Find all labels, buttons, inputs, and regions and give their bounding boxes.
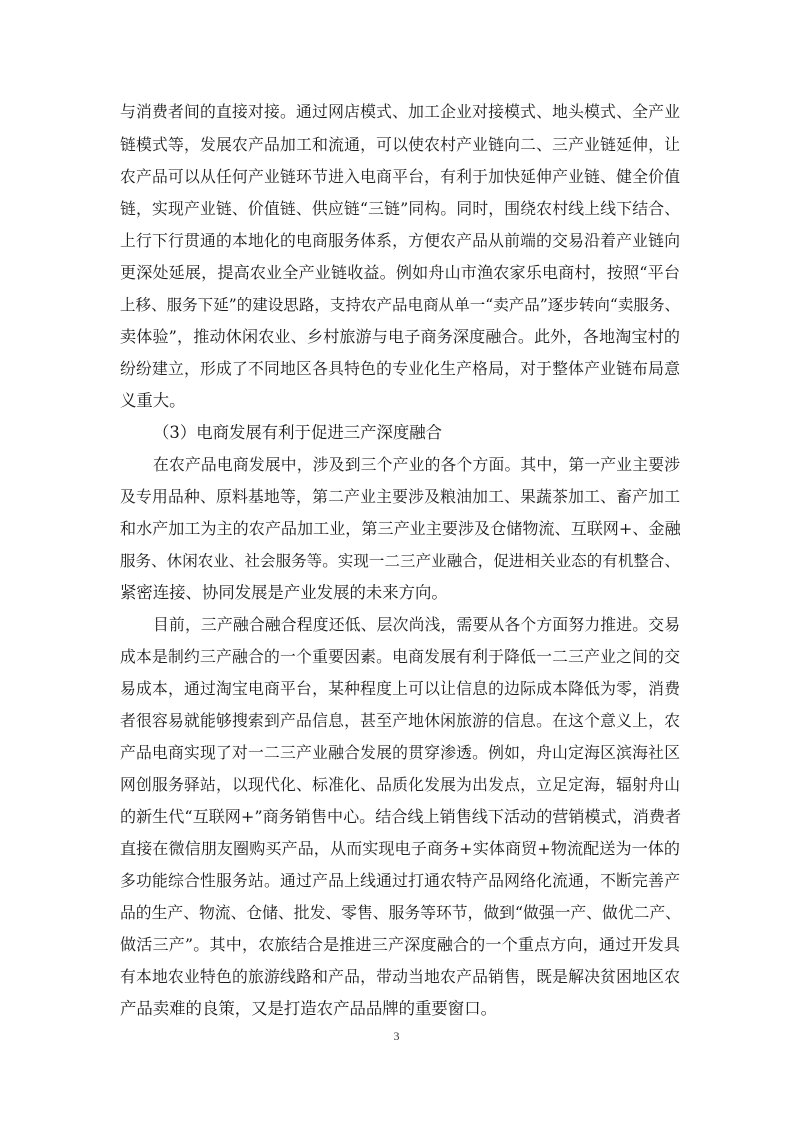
text-line: 易成本，通过淘宝电商平台，某种程度上可以让信息的边际成本降低为零，消费 bbox=[120, 679, 680, 698]
text-line: 有本地农业特色的旅游线路和产品，带动当地农产品销售，既是解决贫困地区农 bbox=[120, 967, 680, 986]
text-line: 上行下行贯通的本地化的电商服务体系，方便农产品从前端的交易沿着产业链向 bbox=[120, 231, 680, 250]
text-line: 与消费者间的直接对接。通过网店模式、加工企业对接模式、地头模式、全产业 bbox=[120, 102, 680, 121]
text-line: 服务、休闲农业、社会服务等。实现一二三产业融合，促进相关业态的有机整合、 bbox=[120, 552, 680, 570]
text-line: 直接在微信朋友圈购买产品，从而实现电子商务+实体商贸+物流配送为一体的 bbox=[120, 839, 680, 858]
text-line: 链模式等，发展农产品加工和流通，可以使农村产业链向二、三产业链延伸，让 bbox=[120, 135, 680, 154]
text-line: 目前，三产融合融合程度还低、层次尚浅，需要从各个方面努力推进。交易 bbox=[153, 615, 680, 634]
text-line: 及专用品种、原料基地等，第二产业主要涉及粮油加工、果蔬茶加工、畜产加工 bbox=[120, 487, 680, 506]
text-line: 上移、服务下延”的建设思路，支持农产品电商从单一“卖产品”逐步转向“卖服务、 bbox=[120, 296, 680, 314]
text-line: 农产品可以从任何产业链环节进入电商平台，有利于加快延伸产业链、健全价值 bbox=[120, 167, 680, 186]
text-line: 卖体验”，推动休闲农业、乡村旅游与电子商务深度融合。此外，各地淘宝村的 bbox=[120, 327, 680, 346]
text-line: 义重大。 bbox=[120, 391, 186, 410]
text-line: 成本是制约三产融合的一个重要因素。电商发展有利于降低一二三产业之间的交 bbox=[120, 647, 680, 666]
page-number: 3 bbox=[393, 1029, 400, 1043]
text-line: 更深处延展，提高农业全产业链收益。例如舟山市渔农家乐电商村，按照“平台 bbox=[120, 263, 680, 282]
text-line: 产品卖难的良策，又是打造农产品品牌的重要窗口。 bbox=[120, 999, 497, 1018]
text-line: 紧密连接、协同发展是产业发展的未来方向。 bbox=[120, 583, 448, 602]
section-heading: （3）电商发展有利于促进三产深度融合 bbox=[153, 423, 443, 442]
text-line: 在农产品电商发展中，涉及到三个产业的各个方面。其中，第一产业主要涉 bbox=[153, 455, 680, 474]
text-line: 产品电商实现了对一二三产业融合发展的贯穿渗透。例如，舟山定海区滨海社区 bbox=[120, 743, 680, 762]
text-line: 品的生产、物流、仓储、批发、零售、服务等环节，做到“做强一产、做优二产、 bbox=[120, 903, 681, 922]
text-line: 和水产加工为主的农产品加工业，第三产业主要涉及仓储物流、互联网+、金融 bbox=[120, 519, 681, 538]
text-line: 网创服务驿站，以现代化、标准化、品质化发展为出发点，立足定海，辐射舟山 bbox=[120, 775, 680, 794]
text-line: 链，实现产业链、价值链、供应链“三链”同构。同时，围绕农村线上线下结合、 bbox=[120, 199, 680, 218]
text-line: 多功能综合性服务站。通过产品上线通过打通农特产品网络化流通，不断完善产 bbox=[120, 871, 680, 890]
text-line: 做活三产”。其中，农旅结合是推进三产深度融合的一个重点方向，通过开发具 bbox=[120, 935, 680, 954]
text-line: 的新生代“互联网+”商务销售中心。结合线上销售线下活动的营销模式，消费者 bbox=[120, 807, 682, 826]
text-line: 纷纷建立，形成了不同地区各具特色的专业化生产格局，对于整体产业链布局意 bbox=[120, 359, 680, 378]
text-line: 者很容易就能够搜索到产品信息，甚至产地休闲旅游的信息。在这个意义上，农 bbox=[120, 711, 680, 730]
